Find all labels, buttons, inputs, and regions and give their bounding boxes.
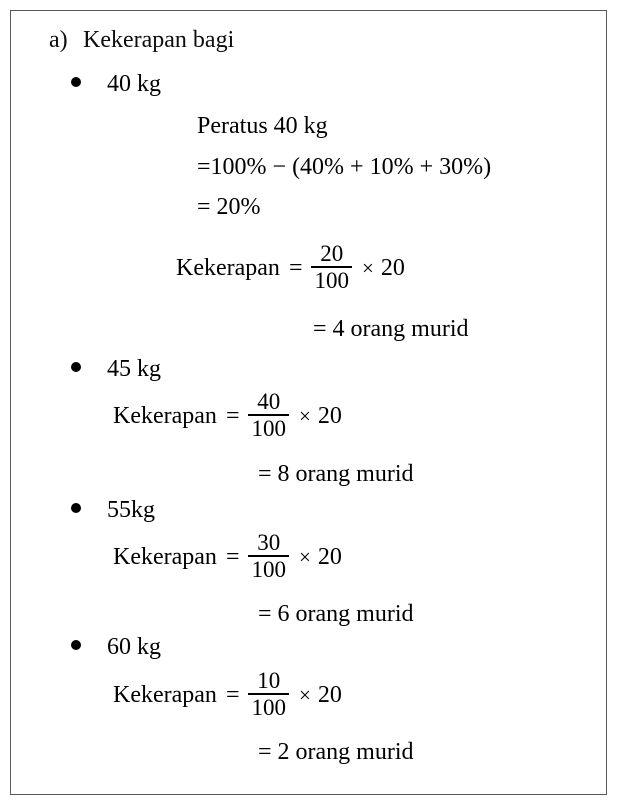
- weight-label: 60 kg: [107, 634, 161, 660]
- bullet-icon: [71, 640, 81, 650]
- multiplication-icon: ×: [298, 403, 311, 428]
- fraction-numerator: 40: [257, 389, 281, 414]
- fraction-numerator: 30: [257, 530, 281, 555]
- equals-sign: =: [288, 254, 303, 281]
- list-item: [71, 634, 161, 661]
- list-item: [71, 71, 161, 98]
- weight-label: 40 kg: [107, 71, 161, 97]
- fraction: [311, 242, 352, 293]
- multiplication-icon: ×: [298, 544, 311, 569]
- equals-sign: =: [225, 402, 240, 429]
- multiplication-icon: ×: [298, 682, 311, 707]
- weight-label: 55kg: [107, 497, 155, 523]
- kekerapan-equation: [113, 670, 342, 721]
- bullet-icon: [71, 362, 81, 372]
- list-item: [71, 497, 155, 524]
- fraction: [248, 531, 289, 582]
- fraction: [248, 669, 289, 720]
- equation-result: = 6 orang murid: [258, 601, 414, 627]
- fraction-denominator: 100: [251, 416, 286, 442]
- kekerapan-label: Kekerapan: [113, 543, 217, 570]
- bullet-icon: [71, 503, 81, 513]
- bullet-icon: [71, 77, 81, 87]
- fraction: [248, 390, 289, 441]
- list-item: [71, 356, 161, 383]
- section-heading: [49, 28, 234, 52]
- scanned-page-frame: [10, 10, 607, 795]
- kekerapan-equation: [113, 532, 342, 583]
- fraction-denominator: 100: [251, 695, 286, 721]
- equation-result: = 2 orang murid: [258, 739, 414, 765]
- section-marker: a): [49, 27, 68, 53]
- equation-result: = 4 orang murid: [313, 316, 469, 342]
- multiplier-value: 20: [317, 402, 342, 429]
- fraction-numerator: 10: [257, 668, 281, 693]
- section-heading-text: Kekerapan bagi: [83, 27, 235, 53]
- kekerapan-equation: [113, 391, 342, 442]
- fraction-denominator: 100: [251, 557, 286, 583]
- equals-sign: =: [225, 681, 240, 708]
- kekerapan-equation: [176, 243, 405, 294]
- multiplication-icon: ×: [361, 255, 374, 280]
- fraction-numerator: 20: [320, 241, 344, 266]
- kekerapan-label: Kekerapan: [113, 681, 217, 708]
- multiplier-value: 20: [317, 681, 342, 708]
- fraction-denominator: 100: [314, 268, 349, 294]
- equals-sign: =: [225, 543, 240, 570]
- peratus-expression: =100% − (40% + 10% + 30%): [197, 154, 492, 180]
- multiplier-value: 20: [380, 254, 405, 281]
- weight-label: 45 kg: [107, 356, 161, 382]
- peratus-result: = 20%: [197, 194, 261, 220]
- kekerapan-label: Kekerapan: [113, 402, 217, 429]
- equation-result: = 8 orang murid: [258, 461, 414, 487]
- multiplier-value: 20: [317, 543, 342, 570]
- worksheet-content: [11, 11, 606, 794]
- kekerapan-label: Kekerapan: [176, 254, 280, 281]
- peratus-title: Peratus 40 kg: [197, 113, 328, 139]
